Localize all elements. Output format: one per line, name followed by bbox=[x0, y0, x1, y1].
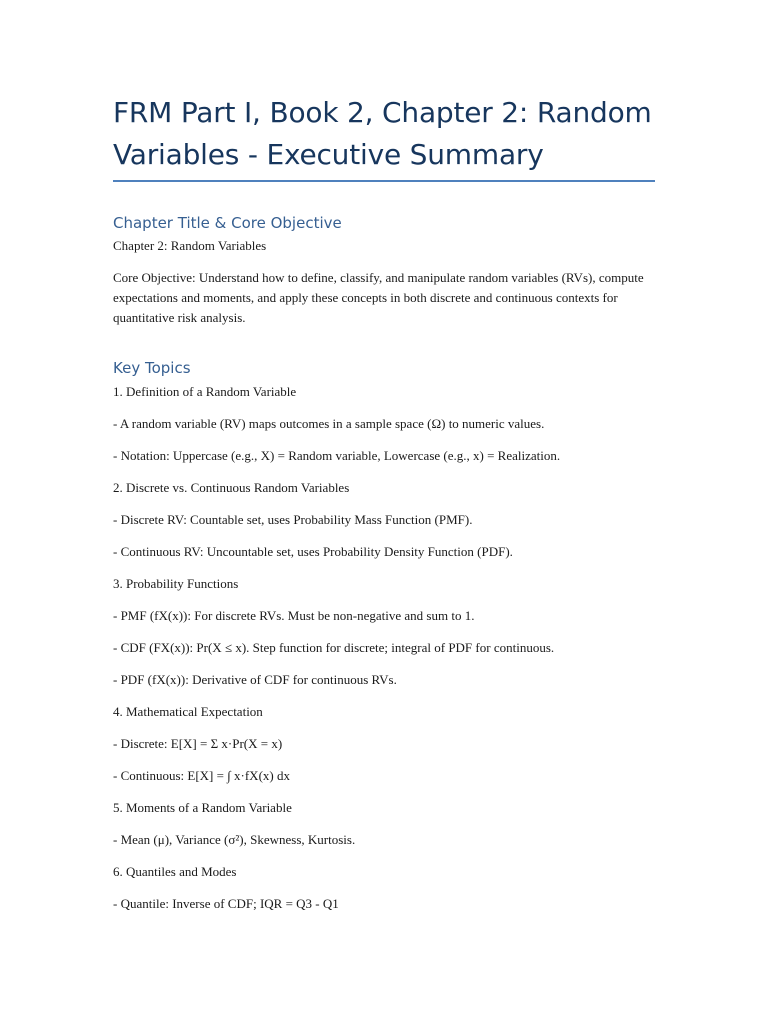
topic-line: 3. Probability Functions bbox=[113, 576, 239, 591]
topic-line: 2. Discrete vs. Continuous Random Variables bbox=[113, 480, 350, 495]
topic-line: - PDF (fX(x)): Derivative of CDF for continuous RVs. bbox=[113, 672, 397, 687]
topic-line: - A random variable (RV) maps outcomes in a sample space (Ω) to numeric values. bbox=[113, 416, 545, 431]
topic-line: - Notation: Uppercase (e.g., X) = Random variable, Lowercase (e.g., x) = Realization. bbox=[113, 448, 561, 463]
topic-line: 1. Definition of a Random Variable bbox=[113, 384, 297, 399]
topic-line: 6. Quantiles and Modes bbox=[113, 864, 237, 879]
title-underline bbox=[113, 180, 655, 182]
document-title: FRM Part I, Book 2, Chapter 2: Random Variables - Executive Summary bbox=[113, 96, 652, 171]
topic-line: - CDF (FX(x)): Pr(X ≤ x). Step function for discrete; integral of PDF for continuous. bbox=[113, 640, 555, 655]
section-heading-core-objective: Chapter Title & Core Objective bbox=[113, 214, 342, 232]
core-objective-paragraph: Core Objective: Understand how to define, classify, and manipulate random variables (RVs), compute expectations and moments, and apply these concepts in both discrete and continuous contexts for quantitative risk analysis. bbox=[113, 270, 644, 325]
chapter-line: Chapter 2: Random Variables bbox=[113, 238, 267, 253]
topic-line: - Discrete: E[X] = Σ x·Pr(X = x) bbox=[113, 736, 283, 751]
topic-line: - Discrete RV: Countable set, uses Probability Mass Function (PMF). bbox=[113, 512, 473, 527]
topic-line: - Mean (μ), Variance (σ²), Skewness, Kurtosis. bbox=[113, 832, 356, 847]
topic-line: - PMF (fX(x)): For discrete RVs. Must be non-negative and sum to 1. bbox=[113, 608, 475, 623]
topic-line: - Quantile: Inverse of CDF; IQR = Q3 - Q1 bbox=[113, 896, 339, 911]
topic-line: 4. Mathematical Expectation bbox=[113, 704, 263, 719]
topic-line: - Continuous RV: Uncountable set, uses Probability Density Function (PDF). bbox=[113, 544, 513, 559]
topic-line: 5. Moments of a Random Variable bbox=[113, 800, 292, 815]
section-heading-key-topics: Key Topics bbox=[113, 359, 191, 377]
topic-line: - Continuous: E[X] = ∫ x·fX(x) dx bbox=[113, 768, 290, 783]
